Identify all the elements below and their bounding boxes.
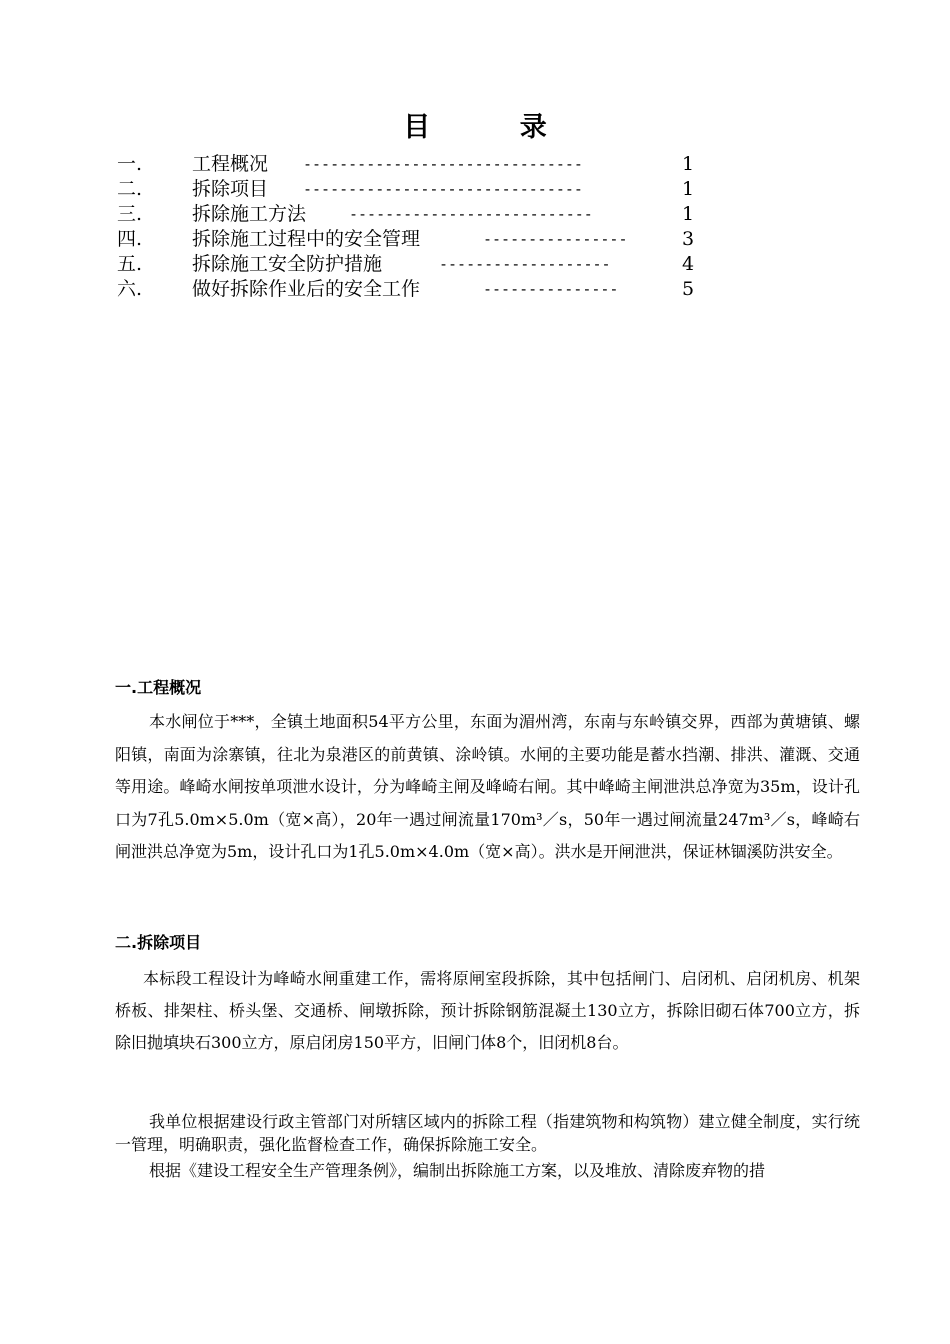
toc-entry-number: 六. — [117, 278, 143, 300]
toc-entry — [117, 277, 717, 302]
section-heading-demolition-items: 二.拆除项目 — [115, 933, 202, 952]
toc-entry-number: 三. — [117, 203, 143, 225]
paragraph-demolition-items: 本标段工程设计为峰崎水闸重建工作，需将原闸室段拆除，其中包括闸门、启闭机、启闭机房、机架桥板、排架柱、桥头堡、交通桥、闸墩拆除，预计拆除钢筋混凝土130立方，拆除旧砌石体700立方，拆除旧抛填块石300立方，原启闭房150平方，旧闸门体8个，旧闭机8台。 — [115, 969, 860, 1052]
toc-entry-title: 工程概况 — [192, 153, 269, 175]
toc-entry-number: 四. — [117, 228, 143, 250]
paragraph-overview: 本水闸位于***，全镇土地面积54平方公里，东面为湄州湾，东南与东岭镇交界，西部为黄塘镇、螺阳镇，南面为涂寨镇，往北为泉港区的前黄镇、涂岭镇。水闸的主要功能是蓄水挡潮、排洪、灌溉、交通等用途。峰崎水闸按单项泄水设计，分为峰崎主闸及峰崎右闸。其中峰崎主闸泄洪总净宽为35m，设计孔口为7孔5.0m×5.0m（宽×高），20年一遇过闸流量170m³／s，50年一遇过闸流量247m³／s，峰崎右闸泄洪总净宽为5m，设计孔口为1孔5.0m×4.0m（宽×高）。洪水是开闸泄洪，保证林锢溪防洪安全。 — [115, 712, 860, 861]
toc-entry — [117, 152, 717, 177]
toc-entry-leader: ---------------- — [483, 230, 628, 248]
toc-entry-page: 1 — [682, 153, 695, 175]
toc-entry — [117, 227, 717, 252]
toc-entry-leader: ------------------------------- — [303, 155, 583, 173]
toc-entry-page: 4 — [682, 253, 695, 275]
toc-entry-title: 拆除施工方法 — [192, 203, 307, 225]
toc-entry-leader: --------------- — [483, 280, 619, 298]
toc-entry-page: 5 — [682, 278, 695, 300]
toc-entry — [117, 202, 717, 227]
toc-entry-page: 1 — [682, 178, 695, 200]
toc-entry-number: 二. — [117, 178, 143, 200]
toc-entry-page: 3 — [682, 228, 695, 250]
toc-entry-title: 拆除项目 — [192, 178, 269, 200]
toc-entry-title: 拆除施工过程中的安全管理 — [192, 228, 421, 250]
toc-entry — [117, 177, 717, 202]
toc-title: 目 录 — [403, 112, 587, 143]
toc-entry-leader: ------------------------------- — [303, 180, 583, 198]
toc-entry-title: 拆除施工安全防护措施 — [192, 253, 383, 275]
section-heading-overview: 一.工程概况 — [115, 678, 202, 697]
toc-entry-page: 1 — [682, 203, 695, 225]
toc-entry-leader: --------------------------- — [349, 205, 593, 223]
table-of-contents — [117, 152, 717, 302]
toc-entry-leader: ------------------- — [439, 255, 611, 273]
toc-entry — [117, 252, 717, 277]
toc-entry-number: 一. — [117, 153, 143, 175]
toc-entry-number: 五. — [117, 253, 143, 275]
toc-entry-title: 做好拆除作业后的安全工作 — [192, 278, 421, 300]
paragraph-management: 我单位根据建设行政主管部门对所辖区域内的拆除工程（指建筑物和构筑物）建立健全制度，实行统一管理，明确职责，强化监督检查工作，确保拆除施工安全。 — [115, 1112, 860, 1154]
paragraph-regulation: 根据《建设工程安全生产管理条例》，编制出拆除施工方案，以及堆放、清除废弃物的措 — [149, 1161, 766, 1180]
